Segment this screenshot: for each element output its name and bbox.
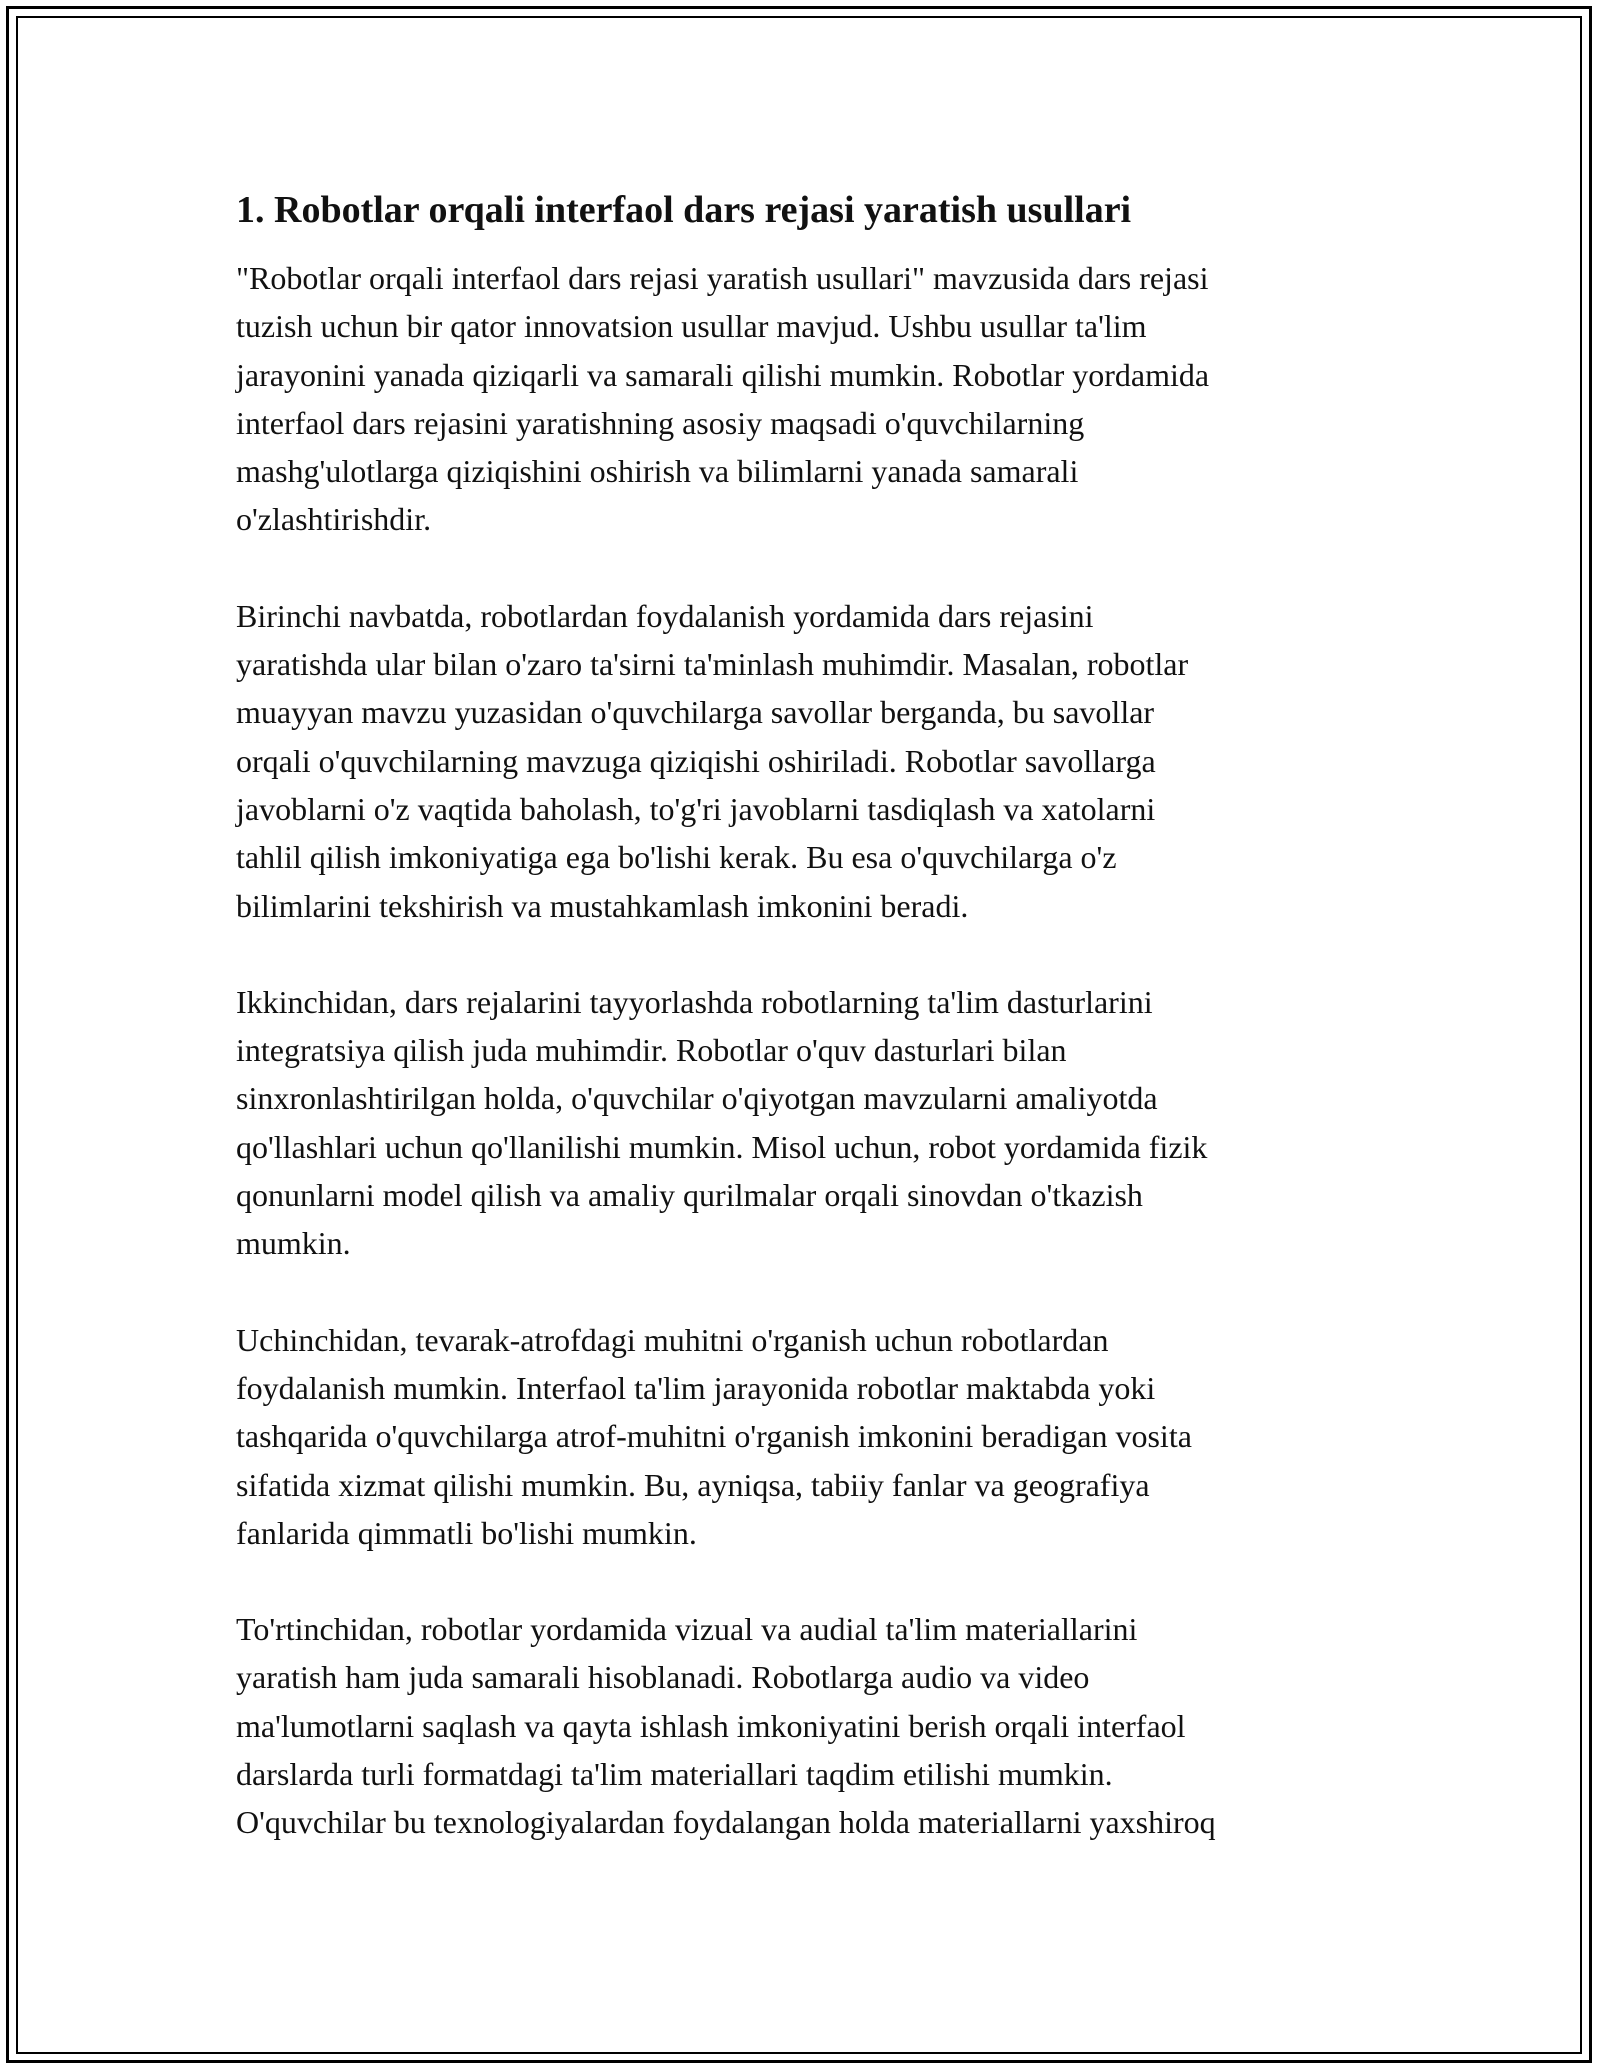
text-line: jarayonini yanada qiziqarli va samarali qilishi mumkin. Robotlar yordamida (236, 356, 1210, 393)
text-line: integratsiya qilish juda muhimdir. Robotlar o'quv dasturlari bilan (236, 1032, 1067, 1069)
text-line: orqali o'quvchilarning mavzuga qiziqishi oshiriladi. Robotlar savollarga (236, 742, 1156, 779)
text-line: bilimlarini tekshirish va mustahkamlash imkonini beradi. (236, 887, 969, 924)
document-body (236, 186, 1366, 1895)
paragraph-1 (236, 254, 1366, 544)
paragraph-2 (236, 592, 1366, 930)
text-line: darslarda turli formatdagi ta'lim materiallari taqdim etilishi mumkin. (236, 1756, 1113, 1793)
text-line: Ikkinchidan, dars rejalarini tayyorlashda robotlarning ta'lim dasturlarini (236, 983, 1153, 1020)
text-line: sifatida xizmat qilishi mumkin. Bu, ayniqsa, tabiiy fanlar va geografiya (236, 1466, 1150, 1503)
document-title: 1. Robotlar orqali interfaol dars rejasi yaratish usullari (236, 189, 1132, 231)
text-line: sinxronlashtirilgan holda, o'quvchilar o'qiyotgan mavzularni amaliyotda (236, 1080, 1158, 1117)
text-line: interfaol dars rejasini yaratishning asosiy maqsadi o'quvchilarning (236, 404, 1085, 441)
text-line: "Robotlar orqali interfaol dars rejasi yaratish usullari" mavzusida dars rejasi (236, 260, 1209, 296)
text-line: Uchinchidan, tevarak-atrofdagi muhitni o'rganish uchun robotlardan (236, 1321, 1109, 1358)
text-line: foydalanish mumkin. Interfaol ta'lim jarayonida robotlar maktabda yoki (236, 1369, 1156, 1406)
text-line: mashg'ulotlarga qiziqishini oshirish va bilimlarni yanada samarali (236, 453, 1079, 490)
text-line: tuzish uchun bir qator innovatsion usullar mavjud. Ushbu usullar ta'lim (236, 308, 1147, 345)
paragraph-3 (236, 978, 1366, 1268)
text-line: tahlil qilish imkoniyatiga ega bo'lishi kerak. Bu esa o'quvchilarga o'z (236, 839, 1117, 876)
text-line: muayyan mavzu yuzasidan o'quvchilarga savollar berganda, bu savollar (236, 694, 1155, 731)
text-line: yaratish ham juda samarali hisoblanadi. Robotlarga audio va video (236, 1659, 1090, 1696)
text-line: o'zlashtirishdir. (236, 501, 432, 538)
text-line: tashqarida o'quvchilarga atrof-muhitni o'rganish imkonini beradigan vosita (236, 1418, 1192, 1455)
text-line: To'rtinchidan, robotlar yordamida vizual va audial ta'lim materiallarini (236, 1611, 1138, 1648)
text-line: Birinchi navbatda, robotlardan foydalanish yordamida dars rejasini (236, 597, 1094, 634)
text-line: mumkin. (236, 1225, 351, 1262)
text-line: yaratishda ular bilan o'zaro ta'sirni ta'minlash muhimdir. Masalan, robotlar (236, 646, 1189, 683)
paragraph-4 (236, 1316, 1366, 1557)
text-line: qo'llashlari uchun qo'llanilishi mumkin. Misol uchun, robot yordamida fizik (236, 1128, 1208, 1165)
text-line: O'quvchilar bu texnologiyalardan foydalangan holda materiallarni yaxshiroq (236, 1804, 1216, 1841)
text-line: javoblarni o'z vaqtida baholash, to'g'ri javoblarni tasdiqlash va xatolarni (236, 790, 1156, 827)
text-line: qonunlarni model qilish va amaliy qurilmalar orqali sinovdan o'tkazish (236, 1177, 1143, 1214)
paragraph-5 (236, 1605, 1366, 1846)
text-line: ma'lumotlarni saqlash va qayta ishlash imkoniyatini berish orqali interfaol (236, 1707, 1186, 1744)
text-line: fanlarida qimmatli bo'lishi mumkin. (236, 1514, 697, 1551)
